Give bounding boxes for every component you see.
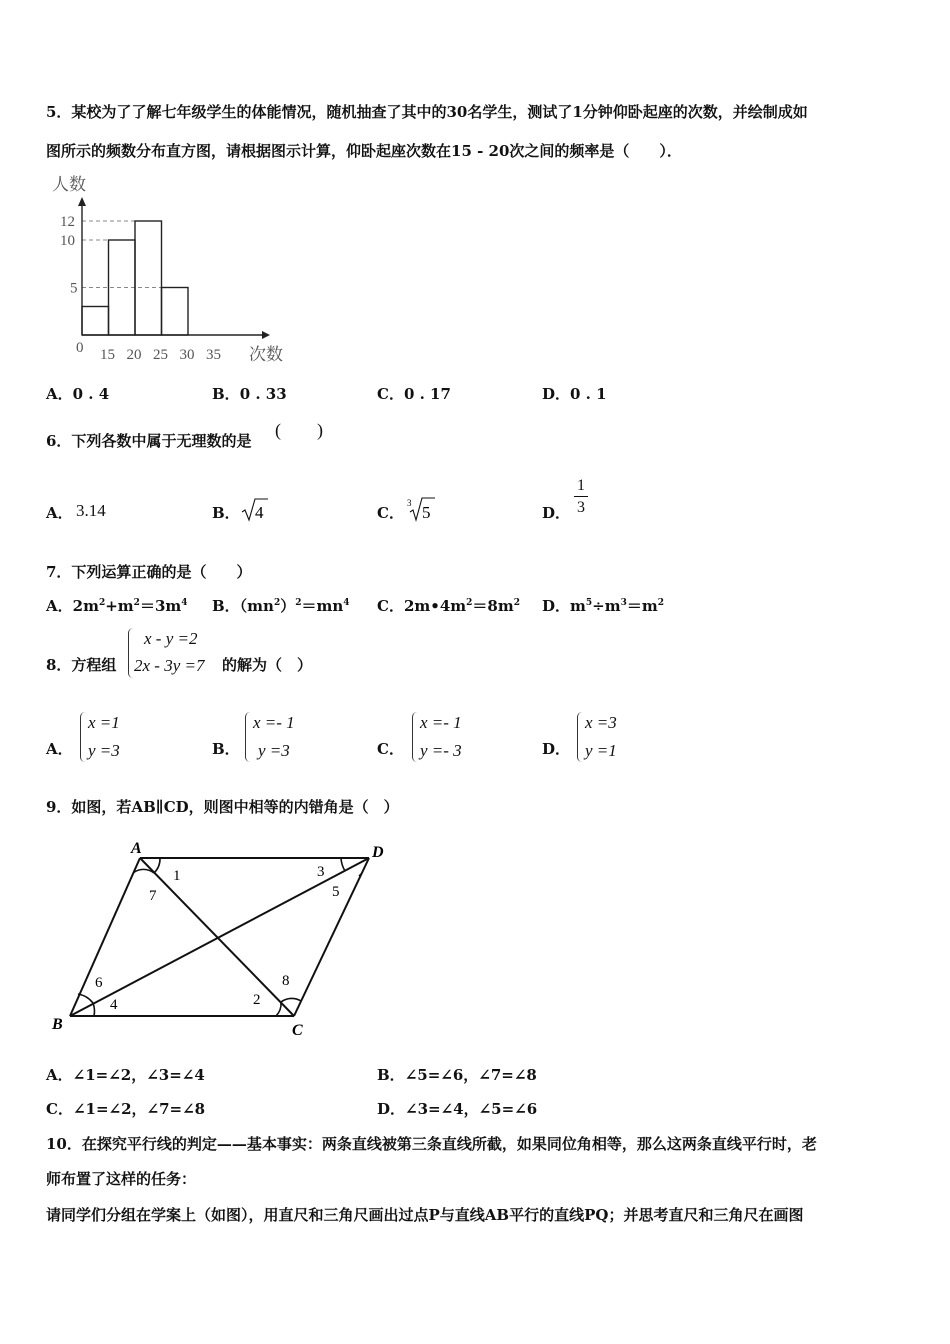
q7-option-d[interactable]: D．$m^5\div m^3=m^2$	[542, 597, 665, 615]
q9-option-d[interactable]	[377, 1098, 537, 1119]
option-label: B．	[212, 385, 240, 403]
q7-option-c[interactable]: C．$2m•4m^2=8m^2$	[377, 597, 520, 615]
q8-option-c[interactable]	[377, 738, 404, 759]
option-label: D．	[542, 740, 571, 758]
arc-2	[276, 1002, 281, 1016]
q7-option-b[interactable]: B．$(mn^2)^2=mn^4$	[212, 597, 350, 615]
y-axis-label: 人数	[52, 175, 86, 194]
q10-line1: 10．在探究平行线的判定——基本事实：两条直线被第三条直线所截，如果同位角相等，那么这两条直线平行时，老	[46, 1135, 817, 1153]
q8-option-a[interactable]	[46, 738, 73, 759]
q8-d-y: y =1	[585, 741, 617, 760]
angle-1: 1	[173, 868, 181, 884]
option-label: C．	[46, 1100, 73, 1118]
q6-option-a-value: 3.14	[76, 501, 106, 520]
q5-option-a[interactable]	[46, 383, 109, 404]
radicand: 5	[422, 503, 431, 522]
angle-6: 6	[95, 975, 103, 991]
option-label: A．	[46, 385, 73, 403]
angle-7: 7	[149, 888, 157, 904]
diagonal-bd	[70, 858, 369, 1016]
q8-option-b[interactable]	[212, 738, 240, 759]
option-value: ∠1=∠2，∠3=∠4	[72, 1066, 205, 1084]
q5-line2: 图所示的频数分布直方图，请根据图示计算，仰卧起座次数在15 - 20次之间的频率是（ ）．	[46, 142, 682, 160]
q8-a-y: y =3	[88, 741, 120, 760]
vertex-b: B	[52, 1016, 63, 1033]
sqrt-4	[240, 496, 270, 524]
option-value: 0 . 17	[403, 385, 451, 403]
cube-root-5	[404, 494, 438, 524]
angle-2: 2	[253, 992, 261, 1008]
brace-b	[245, 712, 250, 762]
q8-c-x: x =- 1	[420, 713, 462, 732]
vertex-c: C	[292, 1022, 303, 1039]
origin-label: 0	[76, 340, 84, 356]
q8-prefix: 8．方程组	[46, 656, 117, 674]
q6-option-c[interactable]	[377, 502, 404, 523]
root-index: 3	[407, 498, 412, 508]
q7-option-a[interactable]: A．$2m^2+m^2=3m^4$	[46, 597, 188, 615]
option-value: ∠5=∠6，∠7=∠8	[404, 1066, 537, 1084]
q9-stem: 9．如图，若AB∥CD，则图中相等的内错角是（ ）	[46, 798, 399, 816]
q8-option-d[interactable]	[542, 738, 570, 759]
q5-option-b[interactable]	[212, 383, 287, 404]
fraction-one-third	[574, 476, 588, 519]
option-label: D．	[377, 1100, 406, 1118]
q6-option-b[interactable]	[212, 502, 240, 523]
angle-4: 4	[110, 997, 118, 1013]
diagonal-ac	[140, 858, 294, 1016]
option-label: C．	[377, 504, 404, 522]
q6-paren: ( )	[275, 420, 323, 440]
q8-c-y: y =- 3	[420, 741, 462, 760]
arc-1	[154, 858, 160, 873]
vertex-labels	[51, 840, 384, 1039]
x-tick-label: 35	[206, 347, 221, 363]
parallelogram-figure	[44, 836, 394, 1041]
q8-b-y: y =3	[258, 741, 290, 760]
option-value: 0 . 1	[570, 385, 607, 403]
q7-stem: 7．下列运算正确的是（ ）	[46, 563, 252, 581]
q8-suffix: 的解为（ ）	[222, 656, 313, 674]
vertex-d: D	[372, 844, 384, 861]
option-label: A．	[46, 1066, 73, 1084]
q10-line3: 请同学们分组在学案上（如图），用直尺和三角尺画出过点P与直线AB平行的直线PQ；并思考直尺和三角尺在画图	[46, 1206, 804, 1224]
segment-ab	[70, 858, 140, 1016]
brace-c	[412, 712, 417, 762]
q5-option-c[interactable]	[377, 383, 451, 404]
angle-8: 8	[282, 973, 290, 989]
arc-8	[281, 998, 301, 1002]
option-label: B．	[377, 1066, 405, 1084]
q8-b-x: x =- 1	[253, 713, 295, 732]
option-value: 0 . 33	[239, 385, 287, 403]
q5-line1: 5．某校为了了解七年级学生的体能情况，随机抽查了其中的30名学生，测试了1分钟仰卧起座的次数，并绘制成如	[46, 103, 808, 121]
histogram-bar	[82, 307, 109, 336]
brace-d	[577, 712, 582, 762]
q6-option-d[interactable]	[542, 502, 570, 523]
x-axis-label: 次数	[249, 345, 283, 364]
histogram-bar	[162, 288, 189, 336]
arc-6	[78, 994, 93, 1003]
option-label: D．	[542, 504, 571, 522]
option-label: C．	[377, 385, 404, 403]
q6-option-a[interactable]	[46, 502, 73, 523]
angle-3: 3	[317, 864, 325, 880]
system-brace	[128, 628, 133, 678]
angle-5: 5	[332, 884, 340, 900]
q8-d-x: x =3	[585, 713, 617, 732]
y-tick-label: 12	[60, 214, 75, 230]
x-tick-label: 30	[179, 347, 195, 363]
option-value: 0 . 4	[72, 385, 110, 403]
arc-4	[93, 1003, 94, 1016]
brace-a	[80, 712, 85, 762]
option-label: D．	[542, 385, 571, 403]
q9-option-c[interactable]	[46, 1098, 205, 1119]
q8-a-x: x =1	[88, 713, 120, 732]
option-value: ∠1=∠2，∠7=∠8	[72, 1100, 206, 1118]
denominator: 3	[574, 496, 588, 519]
x-tick-label: 15	[100, 347, 115, 363]
option-label: C．	[377, 740, 404, 758]
q10-line2: 师布置了这样的任务：	[46, 1170, 197, 1188]
q9-option-b[interactable]	[377, 1064, 537, 1085]
option-label: A．	[46, 740, 73, 758]
radicand: 4	[255, 503, 264, 522]
q9-option-a[interactable]	[46, 1064, 205, 1085]
x-tick-label: 25	[153, 347, 168, 363]
histogram-bar	[135, 221, 162, 335]
figure-lines	[70, 858, 369, 1016]
numerator: 1	[577, 477, 585, 494]
x-tick-label: 20	[126, 347, 142, 363]
q6-stem: 6．下列各数中属于无理数的是	[46, 432, 252, 450]
x-axis-arrow	[262, 331, 270, 339]
y-tick-label: 5	[70, 280, 78, 297]
arc-3	[341, 858, 345, 871]
option-label: A．	[46, 504, 73, 522]
q5-option-d[interactable]	[542, 383, 607, 404]
q8-eq2: 2x - 3y =7	[134, 656, 205, 675]
y-axis-arrow	[78, 197, 86, 206]
histogram-chart	[44, 172, 294, 367]
segment-cd	[294, 858, 369, 1016]
q8-eq1: x - y =2	[144, 629, 198, 648]
vertex-a: A	[131, 840, 142, 857]
option-label: B．	[212, 740, 240, 758]
option-value: ∠3=∠4，∠5=∠6	[405, 1100, 538, 1118]
option-label: B．	[212, 504, 240, 522]
y-tick-label: 10	[60, 233, 75, 249]
